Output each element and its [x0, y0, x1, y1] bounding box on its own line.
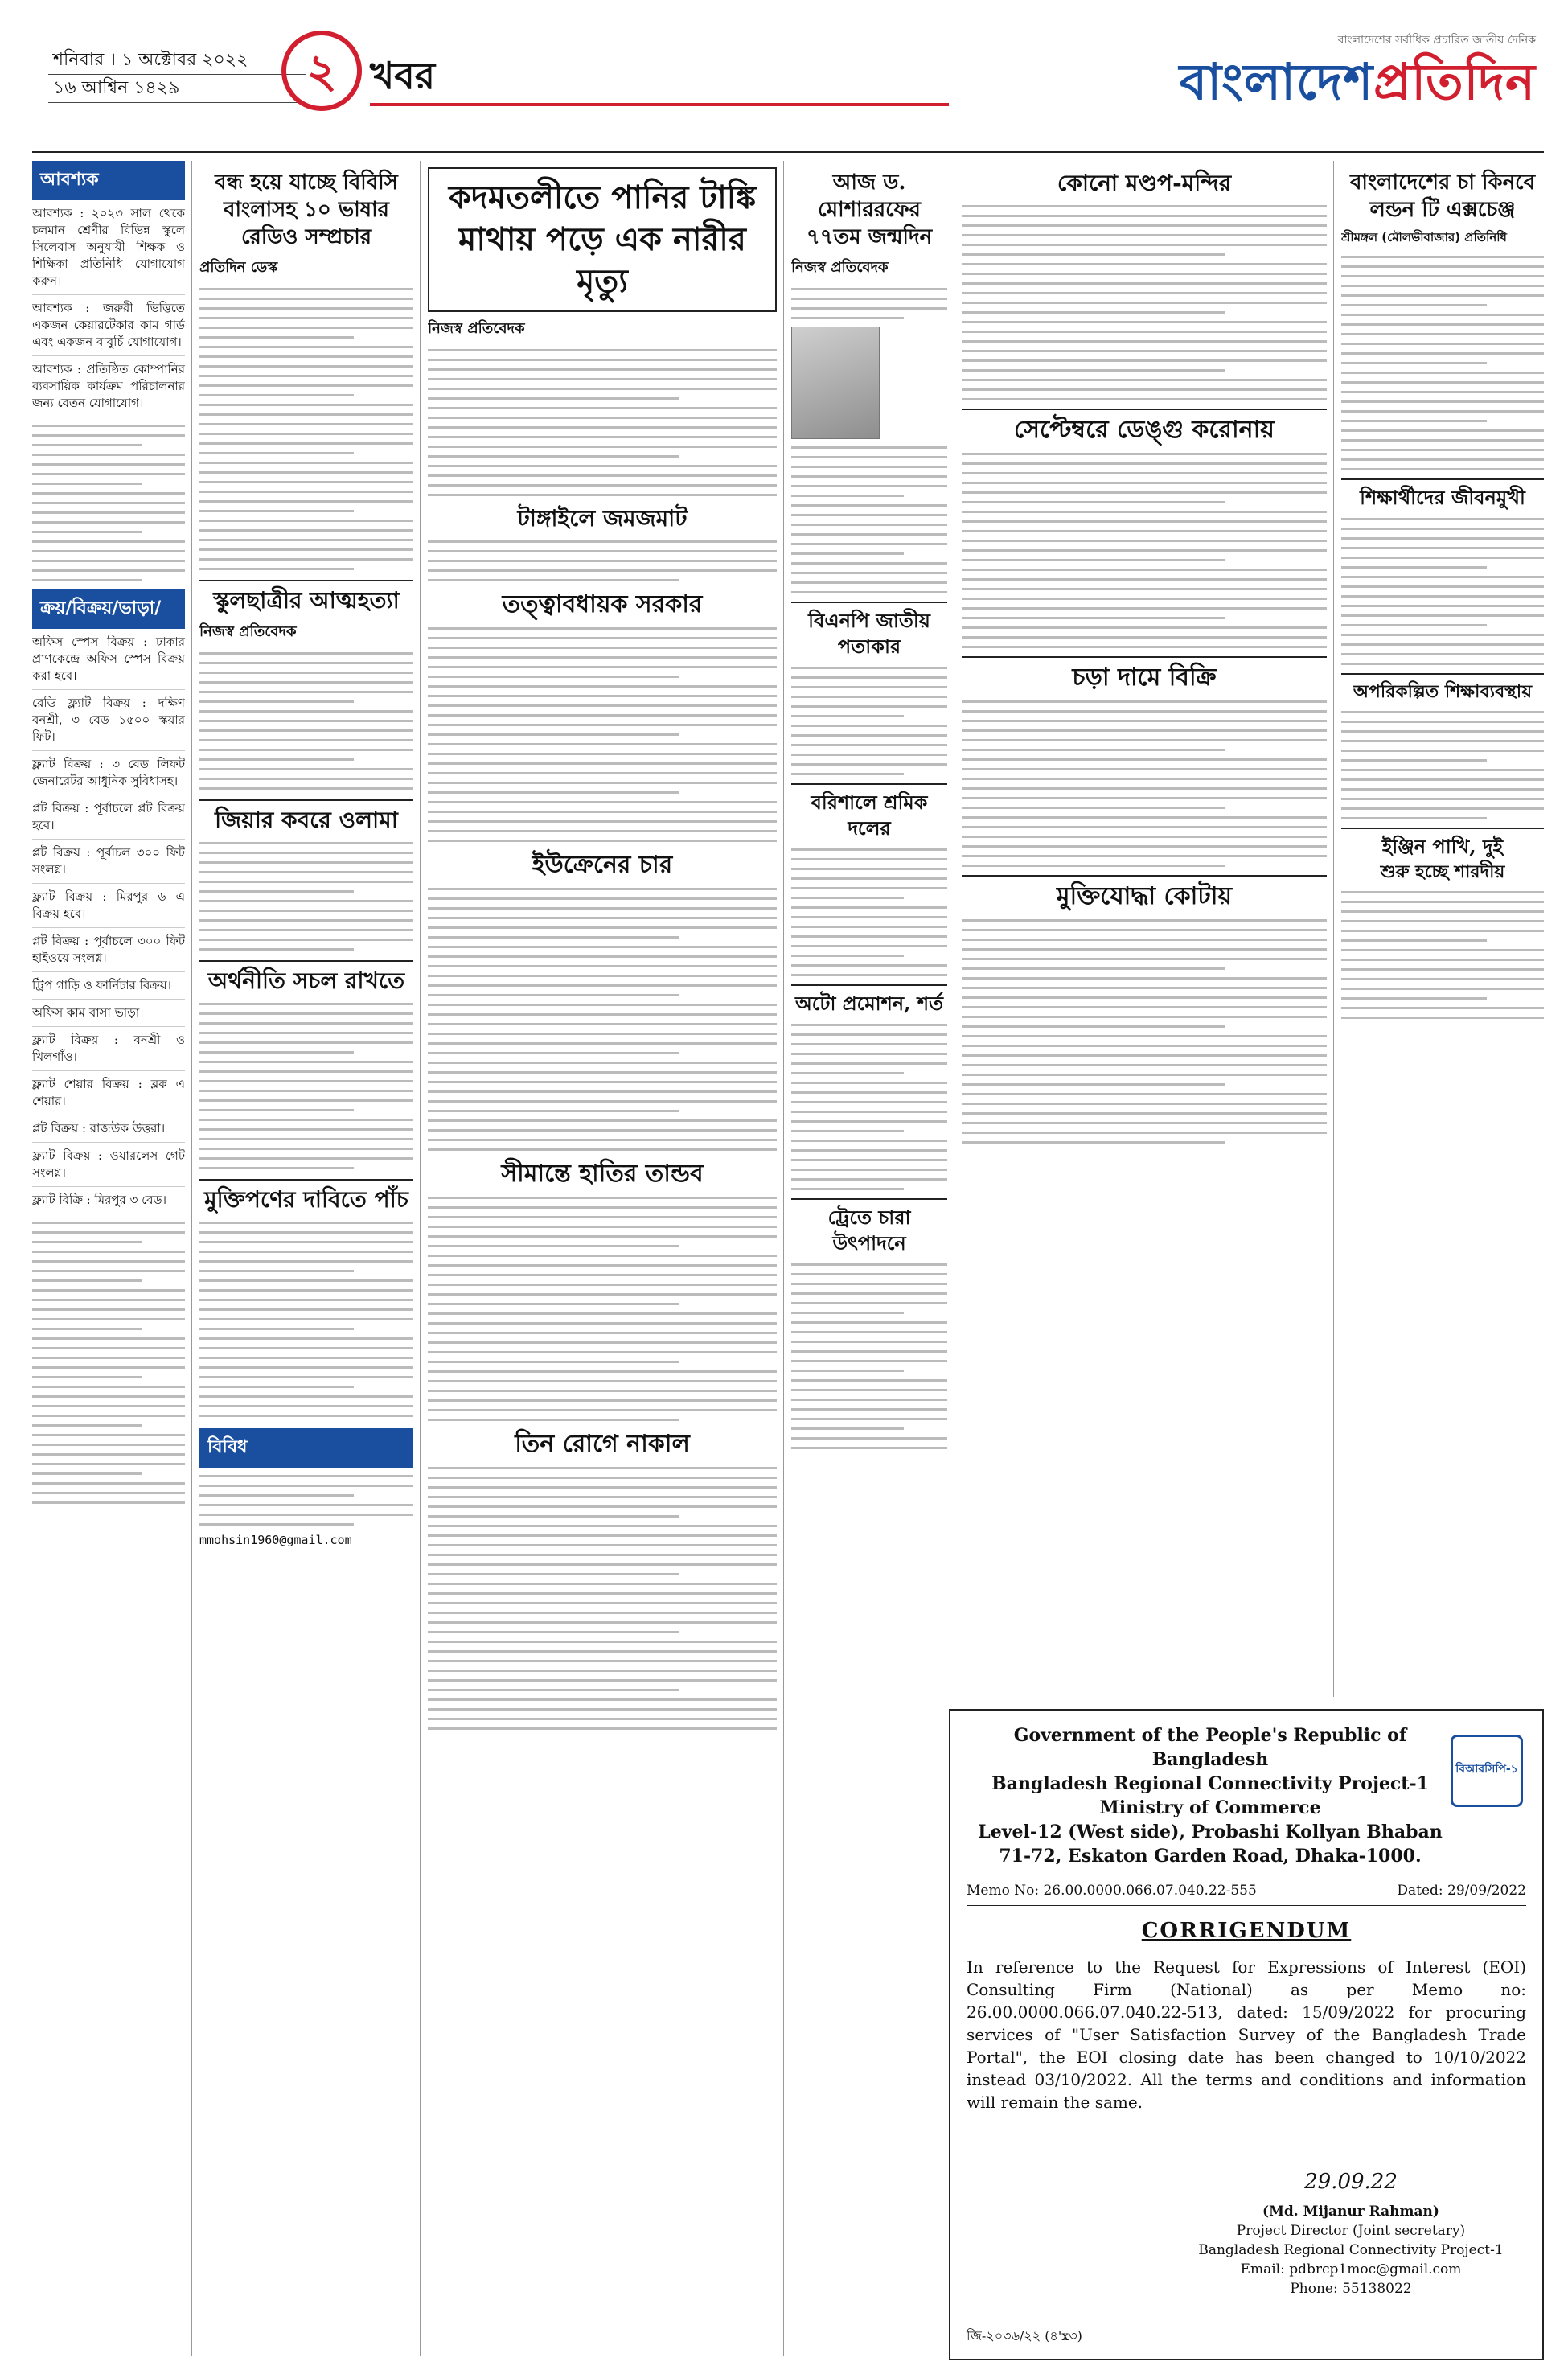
text-filler [791, 1263, 947, 1449]
brand-name-part1: বাংলাদেশ [1179, 52, 1374, 111]
page-number-badge: ২ [281, 31, 362, 111]
headline-caretaker: তত্ত্বাবধায়ক সরকার [502, 590, 703, 618]
news-column-2 [199, 161, 413, 2356]
text-filler [962, 919, 1327, 1144]
column-divider [420, 161, 421, 2356]
brand-logo [1118, 31, 1536, 127]
text-filler [199, 652, 413, 790]
text-filler [199, 1003, 413, 1169]
headline-price: চড়া দামে বিক্রি [962, 656, 1327, 693]
lead-column [428, 161, 777, 2356]
ad-sign-email: Email: pdbrcp1moc@gmail.com [1240, 2261, 1462, 2277]
ad-line-4: Level-12 (West side), Probashi Kollyan Bhaban [978, 1822, 1443, 1842]
text-filler [428, 627, 777, 842]
text-filler [791, 1024, 947, 1190]
column-divider [783, 161, 784, 2356]
ad-sign-phone: Phone: 55138022 [1290, 2281, 1412, 2297]
classified-item: রেডি ফ্ল্যাট বিক্রয় : দক্ষিণ বনশ্রী, ৩ বেড ১৫০০ স্কয়ার ফিট। [32, 690, 185, 751]
ad-header [967, 1723, 1526, 1868]
text-filler [199, 842, 413, 951]
corrigendum-ad [949, 1709, 1544, 2360]
text-filler [428, 1467, 777, 1730]
text-filler [428, 1197, 777, 1421]
section-title: খবর [370, 54, 436, 97]
byline-suicide: নিজস্ব প্রতিবেদক [199, 623, 297, 640]
news-column-6 [1341, 161, 1544, 1697]
text-filler [428, 349, 777, 496]
classifieds-title: আবশ্যক [32, 161, 185, 200]
classified-item: আবশ্যক : জরুরী ভিত্তিতে একজন কেয়ারটেকার কাম গার্ড এবং একজন বাবুর্চি যোগাযোগ। [32, 295, 185, 356]
ad-signature-block [1176, 2170, 1526, 2298]
portrait-photo [791, 327, 880, 439]
date-bangla-calendar: ১৬ আশ্বিন ১৪২৯ [48, 75, 306, 103]
text-filler [791, 288, 947, 319]
ad-line-3: Ministry of Commerce [1099, 1797, 1321, 1818]
text-filler [1341, 256, 1544, 470]
ad-line-1: Government of the People's Republic of Bangladesh [1013, 1725, 1407, 1770]
classified-item: আবশ্যক : ২০২৩ সাল থেকে চলমান শ্রেণীর বিভিন্ন স্কুলে সিলেবাস অনুযায়ী শিক্ষক ও শিক্ষিকা প্রতিনিধি যোগাযোগ করুন। [32, 200, 185, 295]
classified-item: ফ্ল্যাট বিক্রয় : বনশ্রী ও খিলগাঁও। [32, 1027, 185, 1071]
headline-bnp: বিএনপি জাতীয় পতাকার [791, 602, 947, 659]
headline-mosharraf: আজ ড. মোশাররফের ৭৭তম জন্মদিন [806, 170, 933, 249]
ad-memo: Memo No: 26.00.0000.066.07.040.22-555 [967, 1883, 1257, 1899]
headline-ukraine: ইউক্রেনের চার [532, 851, 673, 879]
ad-line-2: Bangladesh Regional Connectivity Project-1 [991, 1773, 1429, 1794]
ad-sign-org: Bangladesh Regional Connectivity Project-1 [1198, 2242, 1504, 2258]
classified-item: ফ্ল্যাট শেয়ার বিক্রয় : ব্লক এ শেয়ার। [32, 1071, 185, 1115]
headline-students: শিক্ষার্থীদের জীবনমুখী [1341, 478, 1544, 511]
text-filler [32, 1222, 185, 1504]
classified-item: প্লট বিক্রয় : রাজউক উত্তরা। [32, 1115, 185, 1143]
top-rule [32, 151, 1544, 153]
headline-elephant: সীমান্তে হাতির তান্ডব [501, 1160, 704, 1188]
ad-body: In reference to the Request for Expressions of Interest (EOI) Consulting Firm (National) as per Memo no: 26.00.0000.066.07.040.22-513, dated: 15/09/2022 for procuring services of "User Satisfaction Survey of the Bangladesh Trade Portal", the EOI closing date has been changed to 10/10/2022 instead 03/10/2022. All the terms and conditions and information will remain the same. [967, 1957, 1526, 2112]
text-filler [962, 700, 1327, 867]
text-filler [791, 446, 947, 594]
classified-item: প্লট বিক্রয় : পূর্বাচলে ৩০০ ফিট হাইওয়ে সংলগ্ন। [32, 928, 185, 972]
classified-item: ট্রিপ গাড়ি ও ফার্নিচার বিক্রয়। [32, 972, 185, 1000]
classified-item: আবশ্যক : প্রতিষ্ঠিত কোম্পানির ব্যবসায়িক কার্যক্রম পরিচালনার জন্য বেতন যোগাযোগ। [32, 356, 185, 417]
text-filler [791, 667, 947, 775]
text-filler [1341, 891, 1544, 1019]
headline-tea: বাংলাদেশের চা কিনবে লন্ডন টি এক্সচেঞ্জ [1349, 170, 1536, 222]
lead-byline: নিজস্ব প্রতিবেদক [428, 320, 525, 337]
classified-item: অফিস স্পেস বিক্রয় : ঢাকার প্রাণকেন্দ্রে অফিস স্পেস বিক্রয় করা হবে। [32, 629, 185, 690]
classified-item: প্লট বিক্রয় : পূর্বাচল ৩০০ ফিট সংলগ্ন। [32, 840, 185, 884]
misc-box-title: বিবিধ [199, 1428, 413, 1468]
classified-item: ফ্ল্যাট বিক্রয় : ওয়ারলেস গেট সংলগ্ন। [32, 1143, 185, 1187]
byline-tea: শ্রীমঙ্গল (মৌলভীবাজার) প্রতিনিধি [1341, 230, 1507, 244]
text-filler [32, 425, 185, 581]
brand-name-part2: প্রতিদিন [1373, 52, 1536, 111]
masthead-divider [370, 103, 949, 106]
headline-suicide: স্কুলছাত্রীর আত্মহত্যা [199, 580, 413, 615]
headline-disease: তিন রোগে নাকাল [515, 1430, 690, 1458]
byline-mosharraf: নিজস্ব প্রতিবেদক [791, 259, 889, 276]
text-filler [199, 1475, 413, 1526]
headline-freedomfighter: মুক্তিযোদ্ধা কোটায় [962, 875, 1327, 912]
classifieds-buysell-title: ক্রয়/বিক্রয়/ভাড়া/ [32, 589, 185, 629]
headline-freedom: মুক্তিপণের দাবিতে পাঁচ [199, 1179, 413, 1214]
brcp-logo: বিআরসিপি-১ [1451, 1735, 1523, 1807]
ad-sign-title: Project Director (Joint secretary) [1236, 2223, 1466, 2239]
ad-date: Dated: 29/09/2022 [1397, 1883, 1526, 1899]
brand-name [1118, 50, 1536, 114]
ad-sign-name: (Md. Mijanur Rahman) [1262, 2204, 1439, 2220]
headline-barishal: বরিশালে শ্রমিক দলের [791, 783, 947, 841]
headline-mandap: কোনো মণ্ডপ-মন্দির [1057, 170, 1232, 196]
classified-item: ফ্ল্যাট বিক্রয় : ৩ বেড লিফট জেনারেটর আধুনিক সুবিধাসহ। [32, 751, 185, 795]
date-box [48, 47, 306, 103]
text-filler [962, 205, 1327, 400]
text-filler [962, 453, 1327, 648]
headline-dengue: সেপ্টেম্বরে ডেঙ্গু করোনায় [962, 409, 1327, 446]
ad-signature: 29.09.22 [1304, 2170, 1398, 2194]
column-divider [1333, 161, 1334, 1697]
classified-item: ফ্ল্যাট বিক্রি : মিরপুর ৩ বেড। [32, 1187, 185, 1214]
text-filler [428, 540, 777, 581]
brand-tagline: বাংলাদেশের সর্বাধিক প্রচারিত জাতীয় দৈনিক [1337, 34, 1536, 47]
classified-item: ফ্ল্যাট বিক্রয় : মিরপুর ৬ এ বিক্রয় হবে। [32, 884, 185, 928]
headline-fish: ট্রেতে চারা উৎপাদনে [791, 1198, 947, 1256]
classifieds-column [32, 161, 185, 2356]
headline-unplanned: অপরিকল্পিত শিক্ষাব্যবস্থায় [1341, 673, 1544, 704]
ad-code: জি-২০৩৬/২২ (৪'x৩) [967, 2328, 1082, 2343]
byline-bbc: প্রতিদিন ডেস্ক [199, 259, 278, 276]
news-column-5 [962, 161, 1327, 1697]
headline-auto: অটো প্রমোশন, শর্ত [791, 984, 947, 1017]
date-bangla: শনিবার । ১ অক্টোবর ২০২২ [48, 47, 306, 75]
classified-item: প্লট বিক্রয় : পূর্বাচলে প্লট বিক্রয় হবে। [32, 795, 185, 840]
headline-autumn: ইঞ্জিন পাখি, দুই [1341, 828, 1544, 860]
text-filler [1341, 518, 1544, 665]
ad-memo-row [967, 1883, 1526, 1906]
text-filler [1341, 711, 1544, 819]
masthead [32, 16, 1544, 145]
subhead-autumn: শুরু হচ্ছে শারদীয় [1380, 861, 1505, 882]
ad-line-5: 71-72, Eskaton Garden Road, Dhaka-1000. [999, 1846, 1422, 1867]
headline-zia: জিয়ার কবরে ওলামা [199, 799, 413, 835]
text-filler [791, 848, 947, 976]
lead-headline: কদমতলীতে পানির টাঙ্কি মাথায় পড়ে এক নারীর মৃত্যু [428, 167, 777, 312]
news-column-4 [791, 161, 947, 2356]
column-divider [191, 161, 192, 2356]
text-filler [199, 1222, 413, 1417]
text-filler [199, 288, 413, 570]
text-filler [428, 888, 777, 1151]
headline-tangail: টাঙ্গাইলে জমজমাট [517, 505, 688, 532]
headline-economy: অর্থনীতি সচল রাখতে [199, 960, 413, 996]
ad-title: CORRIGENDUM [1141, 1919, 1352, 1943]
misc-email: mmohsin1960@gmail.com [199, 1533, 352, 1547]
headline-bbc: বন্ধ হয়ে যাচ্ছে বিবিসি বাংলাসহ ১০ ভাষার রেডিও সম্প্রচার [215, 170, 398, 249]
classified-item: অফিস কাম বাসা ভাড়া। [32, 1000, 185, 1027]
